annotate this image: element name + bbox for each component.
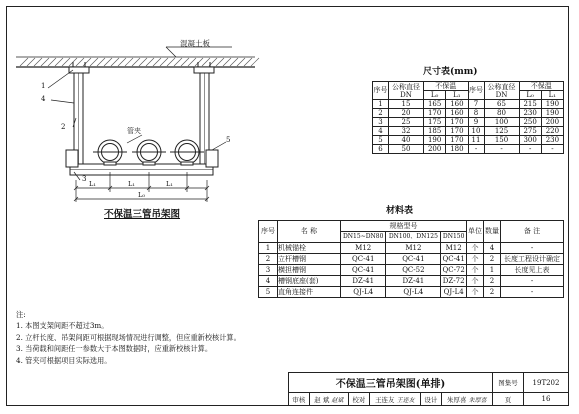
material-cell: QC-41	[341, 265, 386, 276]
slab-hatch-line	[34, 58, 42, 66]
mt-h-no: 序号	[259, 221, 278, 243]
material-cell: -	[501, 287, 564, 298]
tb-atlas-label: 图集号	[493, 373, 524, 393]
sz-h-l0-a: L₀	[424, 91, 446, 100]
material-cell: QC-72	[442, 265, 465, 274]
material-cell: 2	[259, 254, 278, 265]
size-cell: 3	[373, 118, 389, 127]
material-row	[259, 276, 564, 287]
material-cell: -	[501, 276, 564, 287]
material-cell: 1	[484, 265, 501, 276]
sz-h-l0-b: L₀	[519, 91, 541, 100]
tb-page-no: 16	[524, 393, 569, 406]
slab-hatch-line	[230, 58, 238, 66]
sz-h-dn-b: 公称直径 DN	[484, 82, 519, 100]
size-cell: 100	[484, 118, 519, 127]
material-cell: 2	[484, 276, 501, 287]
pipe-1	[93, 140, 127, 165]
size-cell: 200	[424, 145, 446, 154]
slab-hatch-line	[216, 58, 224, 66]
tb-review-signature: 赵斌	[331, 396, 344, 404]
size-cell: 230	[519, 109, 541, 118]
note-3: 3. 当荷载和间距任一参数大于本图数据时，应重新校核计算。	[16, 344, 213, 354]
size-cell: -	[484, 145, 519, 154]
slab-hatch-line	[104, 58, 112, 66]
material-cell: 长度见上表	[501, 265, 564, 276]
size-cell: 165	[424, 100, 446, 109]
material-cell: 1	[259, 243, 278, 254]
slab-hatch-line	[62, 58, 70, 66]
callout-4: 4	[41, 95, 46, 103]
size-cell: 160	[446, 100, 468, 109]
material-cell: QC-41	[341, 254, 386, 265]
material-cell: M12	[386, 243, 441, 254]
tb-check-label: 校对	[349, 393, 370, 406]
size-table-row	[373, 127, 564, 136]
slab-hatch-line	[153, 58, 161, 66]
material-table-title: 材料表	[386, 206, 414, 216]
slab-hatch-line	[125, 58, 133, 66]
dim-L0: L₀	[138, 191, 145, 199]
slab-label: 混凝土板	[180, 39, 210, 48]
size-cell: 215	[519, 100, 541, 109]
material-cell: 个	[467, 243, 484, 254]
material-cell: 4	[484, 243, 501, 254]
sz-h-no-b: 序号	[468, 82, 484, 100]
material-cell: QJ-L4	[386, 287, 441, 298]
material-cell: M12	[341, 243, 386, 254]
slab-hatch-line	[55, 58, 63, 66]
mt-h-qty: 数量	[484, 221, 501, 243]
slab-hatch-line	[111, 58, 119, 66]
tb-design-name: 朱厚喜 朱厚喜	[441, 393, 492, 406]
slab-leader	[166, 47, 176, 57]
material-cell: 直角连接件	[278, 287, 341, 298]
material-cell: QC-52	[386, 265, 441, 276]
dim-L1-c: L₁	[166, 180, 173, 188]
slab-hatch-line	[174, 58, 182, 66]
clamp-label: 管夹	[127, 127, 141, 135]
material-row	[259, 254, 564, 265]
material-cell: 机械锚栓	[278, 243, 341, 254]
sz-h-no-a: 序号	[373, 82, 389, 100]
size-cell: 4	[373, 127, 389, 136]
size-cell: 190	[541, 100, 563, 109]
size-cell: 11	[468, 136, 484, 145]
size-cell: 160	[446, 109, 468, 118]
mt-h-remark: 备 注	[501, 221, 564, 243]
size-cell: 80	[484, 109, 519, 118]
slab-hatch-line	[146, 58, 154, 66]
concrete-slab	[16, 57, 259, 67]
size-cell: 50	[389, 145, 424, 154]
size-cell: 170	[424, 109, 446, 118]
dim-L1-a: L₁	[89, 180, 96, 188]
material-cell: 槽钢底座(套)	[278, 276, 341, 287]
notes	[16, 309, 241, 366]
size-cell: 175	[424, 118, 446, 127]
slab-hatch-line	[195, 58, 203, 66]
pipe-3	[170, 140, 204, 165]
tb-atlas-no: 19T202	[524, 373, 569, 393]
slab-hatch-line	[139, 58, 147, 66]
material-cell: 个	[467, 265, 484, 276]
material-row	[259, 265, 564, 276]
size-cell: 65	[484, 100, 519, 109]
mt-h-spec-3: DN150	[441, 232, 467, 243]
size-cell: 5	[373, 136, 389, 145]
material-row	[259, 243, 564, 254]
size-table-row	[373, 136, 564, 145]
slab-hatch-line	[41, 58, 49, 66]
tb-review-label: 审核	[289, 393, 310, 406]
tb-design-signature: 朱厚喜	[468, 396, 487, 404]
slab-hatch-line	[181, 58, 189, 66]
material-cell: QJ-L4	[441, 287, 467, 298]
material-row	[259, 287, 564, 298]
material-cell: -	[501, 243, 564, 254]
slab-hatch-line	[202, 58, 210, 66]
mt-h-name: 名 称	[278, 221, 341, 243]
tb-drawing-title: 不保温三管吊架图(单排)	[289, 373, 493, 393]
slab-hatch-line	[76, 58, 84, 66]
slab-hatch-line	[244, 58, 252, 66]
slab-hatch-line	[83, 58, 91, 66]
size-table-row	[373, 118, 564, 127]
material-cell: M12	[441, 243, 467, 254]
mt-h-spec: 规格型号	[341, 221, 467, 232]
size-cell: 180	[446, 145, 468, 154]
size-cell: 170	[446, 127, 468, 136]
slab-hatch-line	[20, 58, 28, 66]
slab-hatch-line	[27, 58, 35, 66]
size-table	[372, 81, 564, 154]
size-table-row	[373, 100, 564, 109]
material-cell: 个	[467, 287, 484, 298]
material-cell: QJ-L4	[341, 287, 386, 298]
size-cell: 230	[541, 136, 563, 145]
size-cell: 170	[446, 118, 468, 127]
tb-check-signature: 王连友	[396, 396, 415, 404]
tb-check-name: 王连友 王连友	[369, 393, 420, 406]
size-cell: 40	[389, 136, 424, 145]
size-cell: 125	[484, 127, 519, 136]
mt-h-unit: 单位	[467, 221, 484, 243]
material-cell: 个	[467, 276, 484, 287]
material-cell: 2	[484, 254, 501, 265]
material-cell: DZ-41	[386, 276, 441, 287]
note-1: 1. 本图支架间距不超过3m。	[16, 321, 109, 331]
note-2: 2. 立杆长度、吊架间距可根据现场情况进行调整，但应重新校核计算。	[16, 332, 241, 342]
size-cell: 190	[541, 109, 563, 118]
size-table-title: 尺寸表(mm)	[423, 67, 478, 77]
size-table-row	[373, 109, 564, 118]
size-cell: -	[468, 145, 484, 154]
size-cell: 7	[468, 100, 484, 109]
slab-hatch-line	[160, 58, 168, 66]
slab-hatch-line	[90, 58, 98, 66]
material-cell: DZ-72	[442, 276, 465, 285]
size-cell: 185	[424, 127, 446, 136]
slab-hatch-line	[251, 58, 259, 66]
material-cell: 2	[484, 287, 501, 298]
material-cell: 立杆槽钢	[278, 254, 341, 265]
material-cell: DZ-41	[341, 276, 386, 287]
size-cell: 10	[468, 127, 484, 136]
size-cell: -	[519, 145, 541, 154]
size-cell: 6	[373, 145, 389, 154]
size-cell: -	[541, 145, 563, 154]
mt-h-spec-1: DN15~DN80	[341, 232, 386, 243]
size-cell: 1	[373, 100, 389, 109]
note-4: 4. 管夹可根据项目实际选用。	[16, 355, 112, 365]
sz-h-group-a: 不保温	[424, 82, 469, 91]
material-cell: 个	[467, 254, 484, 265]
material-cell: 4	[259, 276, 278, 287]
material-cell: 横担槽钢	[278, 265, 341, 276]
slab-hatch-line	[167, 58, 175, 66]
material-cell: QC-41	[386, 254, 441, 265]
callout-5: 5	[226, 136, 231, 144]
slab-hatch-line	[223, 58, 231, 66]
slab-hatch-line	[188, 58, 196, 66]
material-cell: 5	[259, 287, 278, 298]
tb-page-label: 页	[493, 393, 524, 406]
size-cell: 250	[519, 118, 541, 127]
size-cell: 32	[389, 127, 424, 136]
slab-hatch-line	[237, 58, 245, 66]
sz-h-l1-b: L₁	[541, 91, 563, 100]
size-table-row	[373, 145, 564, 154]
callout-3: 3	[82, 175, 87, 183]
size-cell: 25	[389, 118, 424, 127]
callout-2: 2	[61, 123, 66, 131]
size-cell: 2	[373, 109, 389, 118]
sz-h-group-b: 不保温	[519, 82, 564, 91]
size-cell: 150	[484, 136, 519, 145]
size-cell: 300	[519, 136, 541, 145]
pipe-2	[132, 140, 166, 165]
title-block	[288, 372, 569, 406]
dim-L1-b: L₁	[128, 180, 135, 188]
size-cell: 275	[519, 127, 541, 136]
slab-hatch-line	[118, 58, 126, 66]
drawing-title: 不保温三管吊架图	[104, 209, 181, 220]
size-cell: 170	[446, 136, 468, 145]
size-cell: 20	[389, 109, 424, 118]
size-cell: 200	[541, 118, 563, 127]
material-cell: 长度工程设计确定	[501, 254, 564, 265]
sz-h-l1-a: L₁	[446, 91, 468, 100]
size-cell: 190	[424, 136, 446, 145]
slab-hatch-line	[97, 58, 105, 66]
material-cell: QC-41	[442, 254, 465, 263]
material-cell: 3	[259, 265, 278, 276]
notes-heading: 注:	[16, 310, 26, 319]
slab-hatch-line	[132, 58, 140, 66]
tb-design-label: 设计	[420, 393, 441, 406]
sz-h-dn-a: 公称直径 DN	[389, 82, 424, 100]
size-cell: 9	[468, 118, 484, 127]
slab-hatch-line	[48, 58, 56, 66]
pipes	[93, 140, 204, 165]
size-cell: 220	[541, 127, 563, 136]
callout-1: 1	[41, 82, 46, 90]
material-table	[258, 220, 564, 298]
tb-review-name: 赵 斌 赵斌	[309, 393, 348, 406]
size-cell: 15	[389, 100, 424, 109]
mt-h-spec-2: DN100、DN125	[386, 232, 441, 243]
size-cell: 8	[468, 109, 484, 118]
